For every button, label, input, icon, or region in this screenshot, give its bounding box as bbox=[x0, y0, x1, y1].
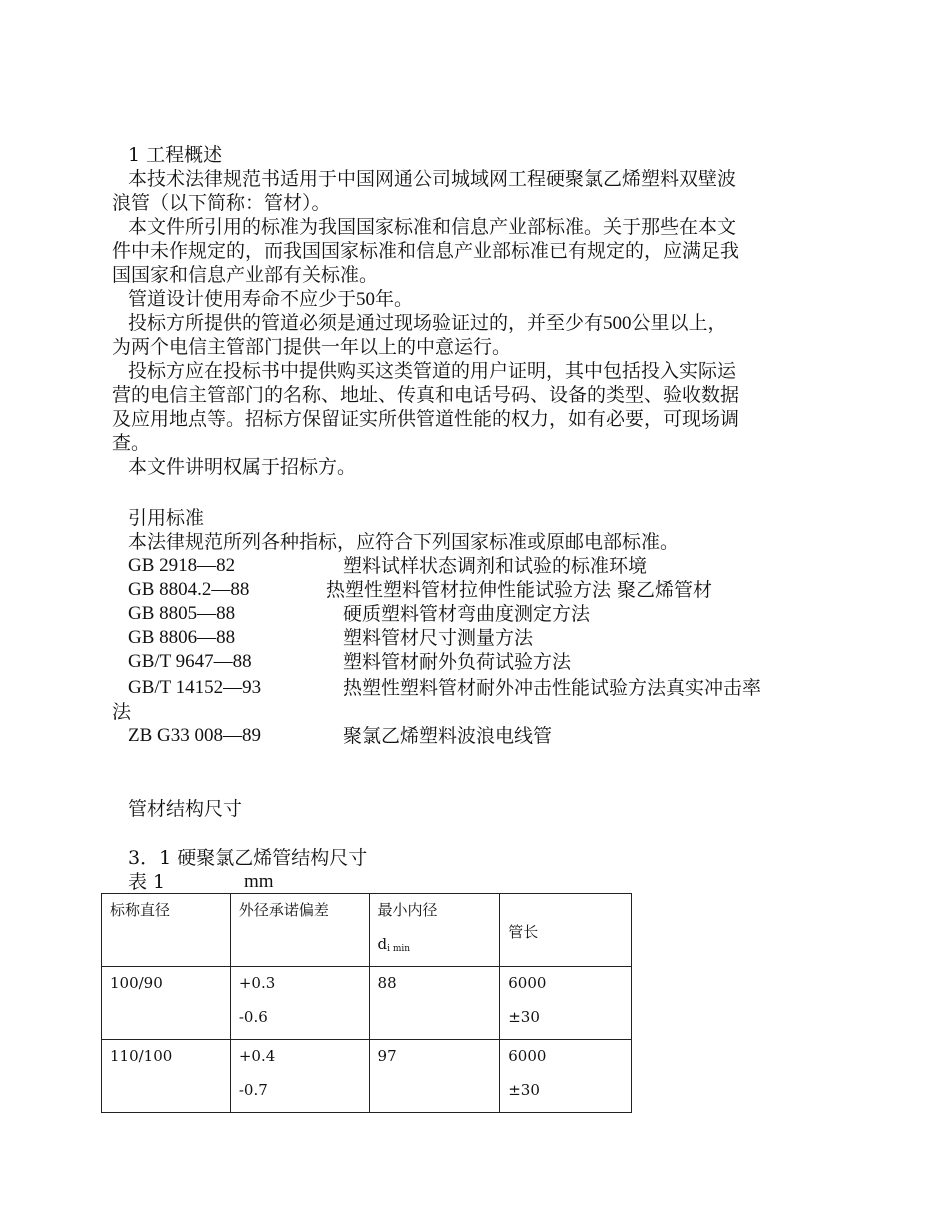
standard-name: 热塑性塑料管材拉伸性能试验方法 聚乙烯管材 bbox=[326, 579, 713, 601]
paragraph-3-number: 50 bbox=[356, 289, 376, 310]
header-outer-diameter-tolerance: 外径承诺偏差 bbox=[230, 894, 369, 967]
paragraph-4-line-1 bbox=[112, 311, 727, 336]
section-3-heading: 管材结构尺寸 bbox=[128, 798, 243, 820]
paragraph-1-line-2: 浪管（以下简称：管材）。 bbox=[112, 192, 331, 214]
standard-code: GB/T 9647—88 bbox=[128, 651, 252, 672]
standard-name: 聚氯乙烯塑料波浪电线管 bbox=[343, 725, 553, 747]
cell-tolerance: +0.4 -0.7 bbox=[230, 1040, 369, 1113]
standard-code: GB 8805—88 bbox=[128, 603, 236, 624]
paragraph-3 bbox=[112, 287, 413, 312]
table-row bbox=[102, 967, 632, 1040]
cell-min-inner-diameter: 88 bbox=[369, 967, 500, 1040]
standard-code: GB/T 14152—93 bbox=[128, 677, 262, 698]
table-row bbox=[102, 1040, 632, 1113]
section-3-1-heading: 3．1 硬聚氯乙烯管结构尺寸 bbox=[128, 847, 368, 869]
header-min-inner-diameter-symbol: $d_{i min}$ bbox=[377, 935, 411, 954]
cell-tolerance: +0.3 -0.6 bbox=[230, 967, 369, 1040]
section-2-intro: 本法律规范所列各种指标，应符合下列国家标准或原邮电部标准。 bbox=[128, 531, 680, 553]
cell-nominal: 100/90 bbox=[102, 967, 231, 1040]
cell-nominal: 110/100 bbox=[102, 1040, 231, 1113]
paragraph-4-text-b: 公里以上， bbox=[631, 312, 727, 334]
cell-length: 6000 ±30 bbox=[500, 1040, 632, 1113]
paragraph-5-line-3: 及应用地点等。招标方保留证实所供管道性能的权力，如有必要，可现场调 bbox=[112, 408, 740, 430]
paragraph-3-text-a: 管道设计使用寿命不应少于 bbox=[128, 288, 357, 310]
paragraph-4-number: 500 bbox=[603, 313, 632, 334]
section-1-heading: 1 工程概述 bbox=[128, 144, 223, 166]
table-header-row bbox=[102, 894, 632, 967]
paragraph-1-line-1: 本技术法律规范书适用于中国网通公司城域网工程硬聚氯乙烯塑料双壁波 bbox=[128, 168, 737, 190]
pipe-dimensions-table bbox=[101, 893, 632, 1113]
table-caption: 表 1 bbox=[128, 871, 166, 893]
standard-name: 热塑性塑料管材耐外冲击性能试验方法真实冲击率 bbox=[343, 677, 762, 699]
standard-code: GB 8806—88 bbox=[128, 627, 236, 648]
paragraph-4-text-a: 投标方所提供的管道必须是通过现场验证过的，并至少有 bbox=[128, 312, 604, 334]
standard-code: GB 2918—82 bbox=[128, 555, 236, 576]
standard-code: ZB G33 008—89 bbox=[128, 725, 261, 746]
section-2-heading: 引用标准 bbox=[128, 507, 205, 529]
standard-name-continued: 法 bbox=[112, 701, 132, 723]
paragraph-5-line-4: 查。 bbox=[112, 432, 151, 454]
table-unit: mm bbox=[244, 871, 274, 892]
standard-name: 塑料管材尺寸测量方法 bbox=[343, 627, 534, 649]
standard-name: 塑料试样状态调剂和试验的标准环境 bbox=[343, 555, 648, 577]
paragraph-5-line-1: 投标方应在投标书中提供购买这类管道的用户证明，其中包括投入实际运 bbox=[128, 360, 737, 382]
standard-name: 塑料管材耐外负荷试验方法 bbox=[343, 651, 572, 673]
paragraph-2-line-3: 国国家和信息产业部有关标准。 bbox=[112, 264, 379, 286]
standard-name: 硬质塑料管材弯曲度测定方法 bbox=[343, 603, 591, 625]
paragraph-3-text-b: 年。 bbox=[375, 288, 414, 310]
cell-length: 6000 ±30 bbox=[500, 967, 632, 1040]
header-pipe-length: 管长 bbox=[500, 894, 632, 967]
cell-min-inner-diameter: 97 bbox=[369, 1040, 500, 1113]
paragraph-2-line-2: 件中未作规定的，而我国国家标准和信息产业部标准已有规定的，应满足我 bbox=[112, 240, 740, 262]
header-min-inner-diameter: 最小内径 $d_{i min}$ bbox=[369, 894, 500, 967]
paragraph-2-line-1: 本文件所引用的标准为我国国家标准和信息产业部标准。关于那些在本文 bbox=[128, 216, 737, 238]
paragraph-5-line-2: 营的电信主管部门的名称、地址、传真和电话号码、设备的类型、验收数据 bbox=[112, 384, 740, 406]
paragraph-6: 本文件讲明权属于招标方。 bbox=[128, 456, 357, 478]
paragraph-4-line-2: 为两个电信主管部门提供一年以上的中意运行。 bbox=[112, 336, 512, 358]
standard-code: GB 8804.2—88 bbox=[128, 579, 250, 600]
header-nominal-diameter: 标称直径 bbox=[102, 894, 231, 967]
